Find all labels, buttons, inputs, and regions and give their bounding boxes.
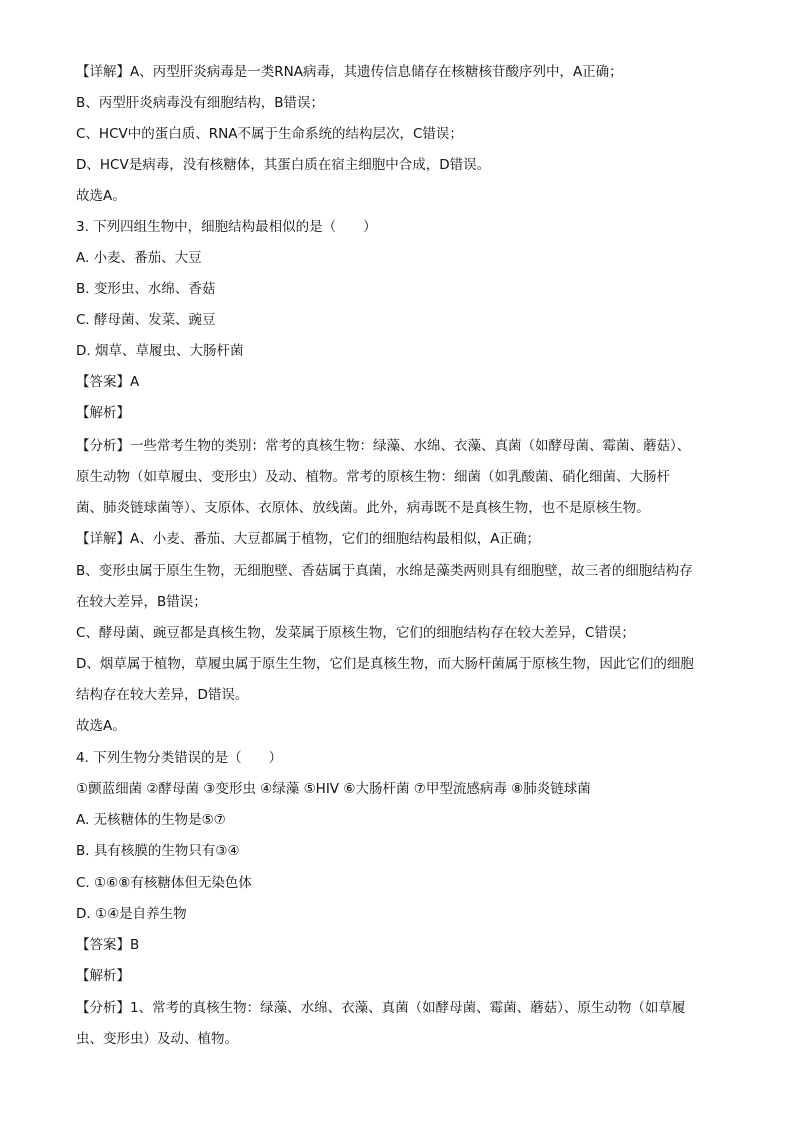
answer-label: 【答案】B (76, 937, 140, 953)
text-line: D、HCV是病毒，没有核糖体，其蛋白质在宿主细胞中合成，D错误。 (76, 157, 491, 173)
question-title: 4. 下列生物分类错误的是（ ） (76, 750, 283, 766)
analysis-label: 【解析】 (76, 405, 130, 421)
text-line: C、HCV中的蛋白质、RNA不属于生命系统的结构层次，C错误； (76, 126, 463, 142)
organism-list: ①颤蓝细菌 ②酵母菌 ③变形虫 ④绿藻 ⑤HIV ⑥大肠杆菌 ⑦甲型流感病毒 ⑧肺炎链球菌 (76, 781, 591, 797)
option-c: C. ①⑥⑧有核糖体但无染色体 (76, 875, 252, 891)
text-line: B、丙型肝炎病毒没有细胞结构，B错误； (76, 95, 325, 111)
option-a: A. 小麦、番茄、大豆 (76, 250, 202, 266)
text-line: 原生动物（如草履虫、变形虫）及动、植物。常考的原核生物：细菌（如乳酸菌、硝化细菌、大肠杆 (76, 469, 670, 485)
text-line: C、酵母菌、豌豆都是真核生物，发菜属于原核生物，它们的细胞结构存在较大差异，C错误； (76, 625, 635, 641)
text-line: 【分析】一些常考生物的类别：常考的真核生物：绿藻、水绵、衣藻、真菌（如酵母菌、霉菌、蘑菇）、 (76, 438, 691, 454)
text-line: 【详解】A、小麦、番茄、大豆都属于植物，它们的细胞结构最相似，A正确； (76, 531, 540, 547)
option-a: A. 无核糖体的生物是⑤⑦ (76, 812, 226, 828)
text-line: 在较大差异，B错误； (76, 594, 207, 610)
option-d: D. 烟草、草履虫、大肠杆菌 (76, 343, 244, 359)
option-b: B. 具有核膜的生物只有③④ (76, 843, 240, 859)
text-line: 菌、肺炎链球菌等）、支原体、衣原体、放线菌。此外，病毒既不是真核生物，也不是原核生物。 (76, 500, 650, 516)
question-title: 3. 下列四组生物中，细胞结构最相似的是（ ） (76, 219, 377, 235)
text-line: 【分析】1、常考的真核生物：绿藻、水绵、衣藻、真菌（如酵母菌、霉菌、蘑菇）、原生动物（如草履 (76, 1000, 686, 1016)
text-line: B、变形虫属于原生生物，无细胞壁、香菇属于真菌，水绵是藻类两则具有细胞壁，故三者的细胞结构存 (76, 563, 693, 579)
text-line: 【详解】A、丙型肝炎病毒是一类RNA病毒，其遗传信息储存在核糖核苷酸序列中，A正确； (76, 64, 623, 80)
option-d: D. ①④是自养生物 (76, 906, 187, 922)
option-c: C. 酵母菌、发菜、豌豆 (76, 312, 216, 328)
text-line: 故选A。 (76, 188, 126, 204)
analysis-label: 【解析】 (76, 968, 130, 984)
text-line: 故选A。 (76, 718, 126, 734)
text-line: 结构存在较大差异，D错误。 (76, 687, 249, 703)
text-line: D、烟草属于植物，草履虫属于原生生物，它们是真核生物，而大肠杆菌属于原核生物，因此它们的细胞 (76, 656, 694, 672)
answer-label: 【答案】A (76, 374, 140, 390)
text-line: 虫、变形虫）及动、植物。 (76, 1031, 238, 1047)
option-b: B. 变形虫、水绵、香菇 (76, 281, 216, 297)
